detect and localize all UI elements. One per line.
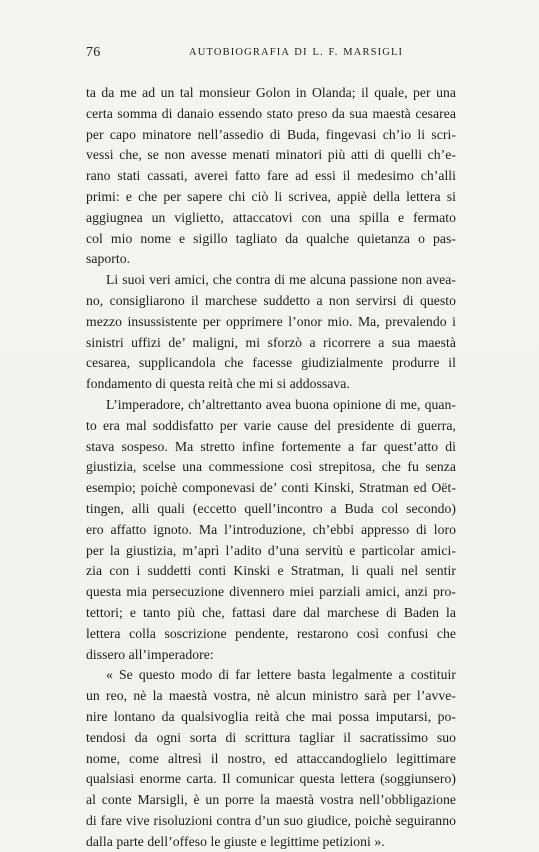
text-line: ero affatto ignoto. Ma l’introduzione, ch’ebbi appresso di loro [86,521,456,537]
text-line: di fare vive risoluzioni contra d’un suo giudice, poichè seguiranno [86,812,456,828]
text-line: cesarea, supplicandola che facesse giudizialmente produrre il [86,355,456,371]
text-line: vessi che, se non avesse menati minatori più atti di quelli ch’e- [86,147,456,163]
text-line: zia con i suddetti conti Kinski e Stratman, li quali nel sentir [86,563,456,579]
text-line: questa mia persecuzione divennero miei parziali amici, anzi pro- [86,584,456,600]
text-line: certa somma di danaio essendo stato preso da sua maestà cesarea [86,105,456,121]
text-line: al conte Marsigli, è un porre la maestà vostra nell’obbligazione [86,792,456,808]
text-line: lettera colla soscrizione pendente, restarono così confusi che [86,625,456,641]
body-text [86,83,456,852]
paragraph-first-line: L’imperadore, ch’altrettanto avea buona opinione di me, quan- [106,396,456,412]
text-line: dissero all’imperadore: [86,646,214,662]
text-line: giustizia, scelse una commessione così strepitosa, che fu senza [86,459,456,475]
text-line: aggiugnea un viglietto, attaccatovi con una spilla e fermato [86,209,456,225]
text-line: per la giustizia, m’aprì l’adito d’una servitù e particolar amici- [86,542,456,558]
running-title: AUTOBIOGRAFIA DI L. F. MARSIGLI [189,47,404,58]
text-line: saporto. [86,251,131,267]
text-line: un reo, nè la maestà vostra, nè alcun ministro sarà per l’avve- [86,688,456,704]
text-line: esempio; poichè componevasi de’ conti Kinski, Stratman ed Oët- [86,480,456,496]
text-line: per capo minatore nell’assedio di Buda, fingevasi ch’io li scri- [86,126,456,142]
text-line: tendosi da ogni sorta di scrittura tagliar il sacratissimo suo [86,729,456,745]
text-line: dalla parte dell’offeso le giuste e legittime petizioni ». [86,833,385,849]
text-line: tingen, alli quali (eccetto quell’incontro a Buda col secondo) [86,500,456,516]
text-line: qualsiasi enorme carta. Il comunicar questa lettera (soggiunsero) [86,771,456,787]
text-line: stava sospeso. Ma stretto infine fortemente a far quest’atto di [86,438,456,454]
text-line: tettori; e tanto più che, fattasi dare dal marchese di Baden la [86,604,456,620]
paragraph-first-line: Li suoi veri amici, che contra di me alcuna passione non avea- [106,272,456,288]
quoted-paragraph-first-line: « Se questo modo di far lettere basta legalmente a costituir [106,667,456,683]
text-line: fondamento di questa reità che mi si addossava. [86,376,350,392]
text-line: primi: e che per sapere chi ciò li scrivea, appiè della lettera si [86,188,456,204]
text-line: rano stati cassati, averei fatto fare ad essi il medesimo ch’alli [86,168,456,184]
text-line: sinistri uffizi de’ maligni, mi sforzò a ricorrere a sua maestà [86,334,456,350]
text-line: nire lontano da qualsivoglia reità che mai possa imputarsi, po- [86,708,456,724]
text-line: nome, come altresì il nostro, ed attaccandoglielo legittimare [86,750,456,766]
running-head [86,45,456,65]
text-line: col mio nome e sigillo tagliato da qualche quietanza o pas- [86,230,456,246]
page-number: 76 [86,45,101,60]
text-line: mezzo insussistente per opprimere l’onor mio. Ma, prevalendo i [86,313,456,329]
text-line: ta da me ad un tal monsieur Golon in Olanda; il quale, per una [86,85,456,100]
text-line: to era mal soddisfatto per varie cause del presidente di guerra, [86,417,456,433]
text-line: no, consigliarono il marchese suddetto a non servirsi di questo [86,292,456,308]
